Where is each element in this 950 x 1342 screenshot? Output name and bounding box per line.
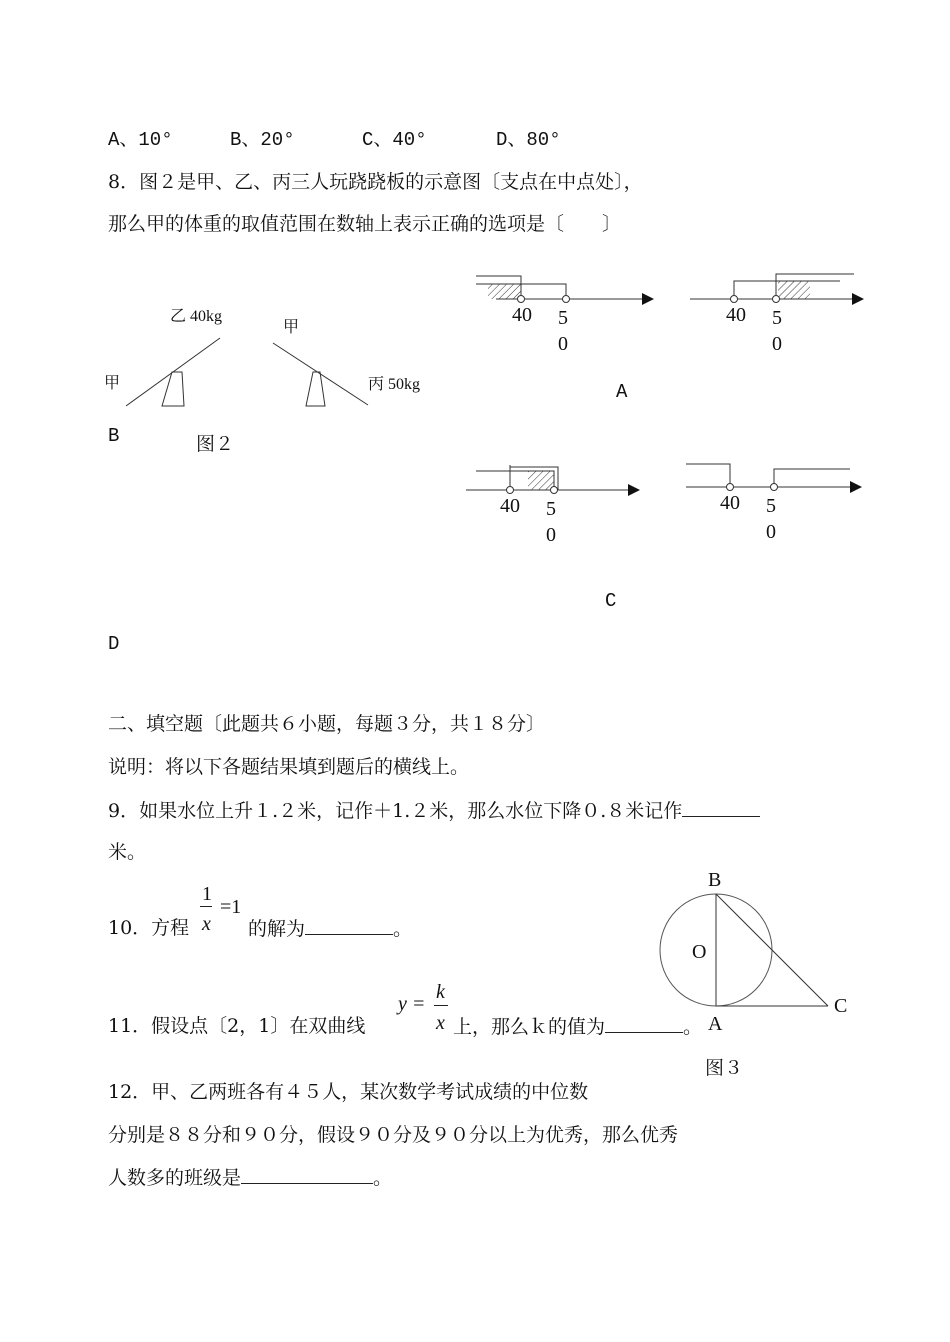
point-50	[563, 296, 570, 303]
point-50	[551, 487, 558, 494]
nb-label-40: 40	[726, 304, 746, 326]
hatch-region	[488, 284, 521, 299]
q12-line3	[108, 1165, 392, 1190]
seesaw-label-jia-right: 甲	[283, 319, 300, 336]
number-line-b	[690, 272, 880, 312]
na-label-5: 5	[558, 307, 568, 329]
axis-arrow	[852, 293, 864, 305]
q7-option-c: C、40°	[362, 129, 427, 151]
q11-numerator: k	[436, 981, 445, 1003]
q12-stem: 人数多的班级是	[108, 1167, 242, 1189]
axis-arrow	[850, 481, 862, 493]
segment-bc	[716, 894, 828, 1006]
q10-denominator: x	[202, 913, 211, 935]
q8-option-d-label: D	[108, 633, 120, 655]
nd-label-0: 0	[766, 521, 776, 543]
q12-line2: 分别是８８分和９０分，假设９０分及９０分以上为优秀，那么优秀	[108, 1124, 679, 1146]
number-line-d	[686, 460, 876, 500]
range-line-right	[774, 469, 850, 487]
q11-end: 。	[683, 1016, 703, 1038]
q9-text	[108, 798, 760, 823]
point-40	[727, 484, 734, 491]
point-40	[731, 296, 738, 303]
q9-stem: 9．如果水位上升１.２米，记作＋1.２米，那么水位下降０.８米记作	[108, 800, 683, 822]
axis-arrow	[642, 293, 654, 305]
point-40	[507, 487, 514, 494]
q12-end: 。	[373, 1167, 393, 1189]
right-fulcrum	[306, 372, 325, 406]
hatch-region	[528, 471, 554, 490]
q10-numerator: 1	[202, 883, 212, 905]
nb-label-5: 5	[772, 307, 782, 329]
section2-note: 说明：将以下各题结果填到题后的横线上。	[108, 756, 470, 778]
q11-prefix: 11．假设点〔2，1〕在双曲线	[108, 1015, 366, 1037]
q10-post: 的解为	[248, 918, 306, 940]
point-40	[518, 296, 525, 303]
q12-answer-blank[interactable]	[241, 1165, 373, 1184]
q10-answer-blank[interactable]	[305, 916, 393, 935]
q7-option-a: A、10°	[108, 129, 173, 151]
figure2-caption: 图２	[196, 433, 235, 455]
q10-tail	[248, 916, 412, 941]
q11-eq-lhs: y =	[398, 993, 426, 1015]
q10-prefix: 10．方程	[108, 917, 190, 939]
fig3-label-o: O	[692, 941, 707, 963]
q11-post: 上，那么ｋ的值为	[453, 1016, 606, 1038]
nd-label-5: 5	[766, 495, 776, 517]
q8-stem-line2: 那么甲的体重的取值范围在数轴上表示正确的选项是〔 〕	[108, 213, 622, 235]
point-50	[771, 484, 778, 491]
section2-title: 二、填空题〔此题共６小题，每题３分，共１８分〕	[108, 713, 546, 735]
fig3-label-b: B	[708, 869, 722, 891]
q8-option-c-label: C	[605, 590, 617, 612]
q9-continuation: 米。	[108, 841, 147, 863]
q7-option-b: B、20°	[230, 129, 295, 151]
number-line-c	[466, 463, 656, 503]
q8-option-b-label: B	[108, 425, 120, 447]
axis-arrow	[628, 484, 640, 496]
fig3-label-c: C	[834, 995, 848, 1017]
na-label-40: 40	[512, 304, 532, 326]
nc-label-5: 5	[546, 498, 556, 520]
figure3-caption: 图３	[705, 1057, 744, 1079]
nb-label-0: 0	[772, 333, 782, 355]
q11-fraction-bar	[434, 1005, 448, 1006]
figure3-diagram	[658, 892, 838, 1042]
nc-label-40: 40	[500, 495, 520, 517]
q8-stem-line1: 8．图２是甲、乙、丙三人玩跷跷板的示意图〔支点在中点处〕，	[108, 171, 643, 193]
nd-label-40: 40	[720, 492, 740, 514]
q10-end: 。	[393, 918, 413, 940]
q9-answer-blank[interactable]	[682, 798, 760, 817]
fig3-label-a: A	[708, 1013, 723, 1035]
q11-denominator: x	[436, 1012, 445, 1034]
nc-label-0: 0	[546, 524, 556, 546]
seesaw-label-bing: 丙 50kg	[368, 376, 421, 393]
point-50	[773, 296, 780, 303]
na-label-0: 0	[558, 333, 568, 355]
range-line-left	[686, 464, 730, 487]
q10-fraction-bar	[200, 906, 212, 907]
q12-line1: 12．甲、乙两班各有４５人，某次数学考试成绩的中位数	[108, 1081, 589, 1103]
seesaw-label-yi: 乙 40kg	[170, 308, 223, 325]
q7-option-d: D、80°	[496, 129, 561, 151]
seesaw-label-jia-left: 甲	[104, 375, 121, 392]
number-line-a	[476, 272, 676, 312]
q8-option-a-label: A	[616, 381, 628, 403]
q10-rhs: =1	[220, 896, 242, 918]
hatch-region	[778, 281, 810, 299]
